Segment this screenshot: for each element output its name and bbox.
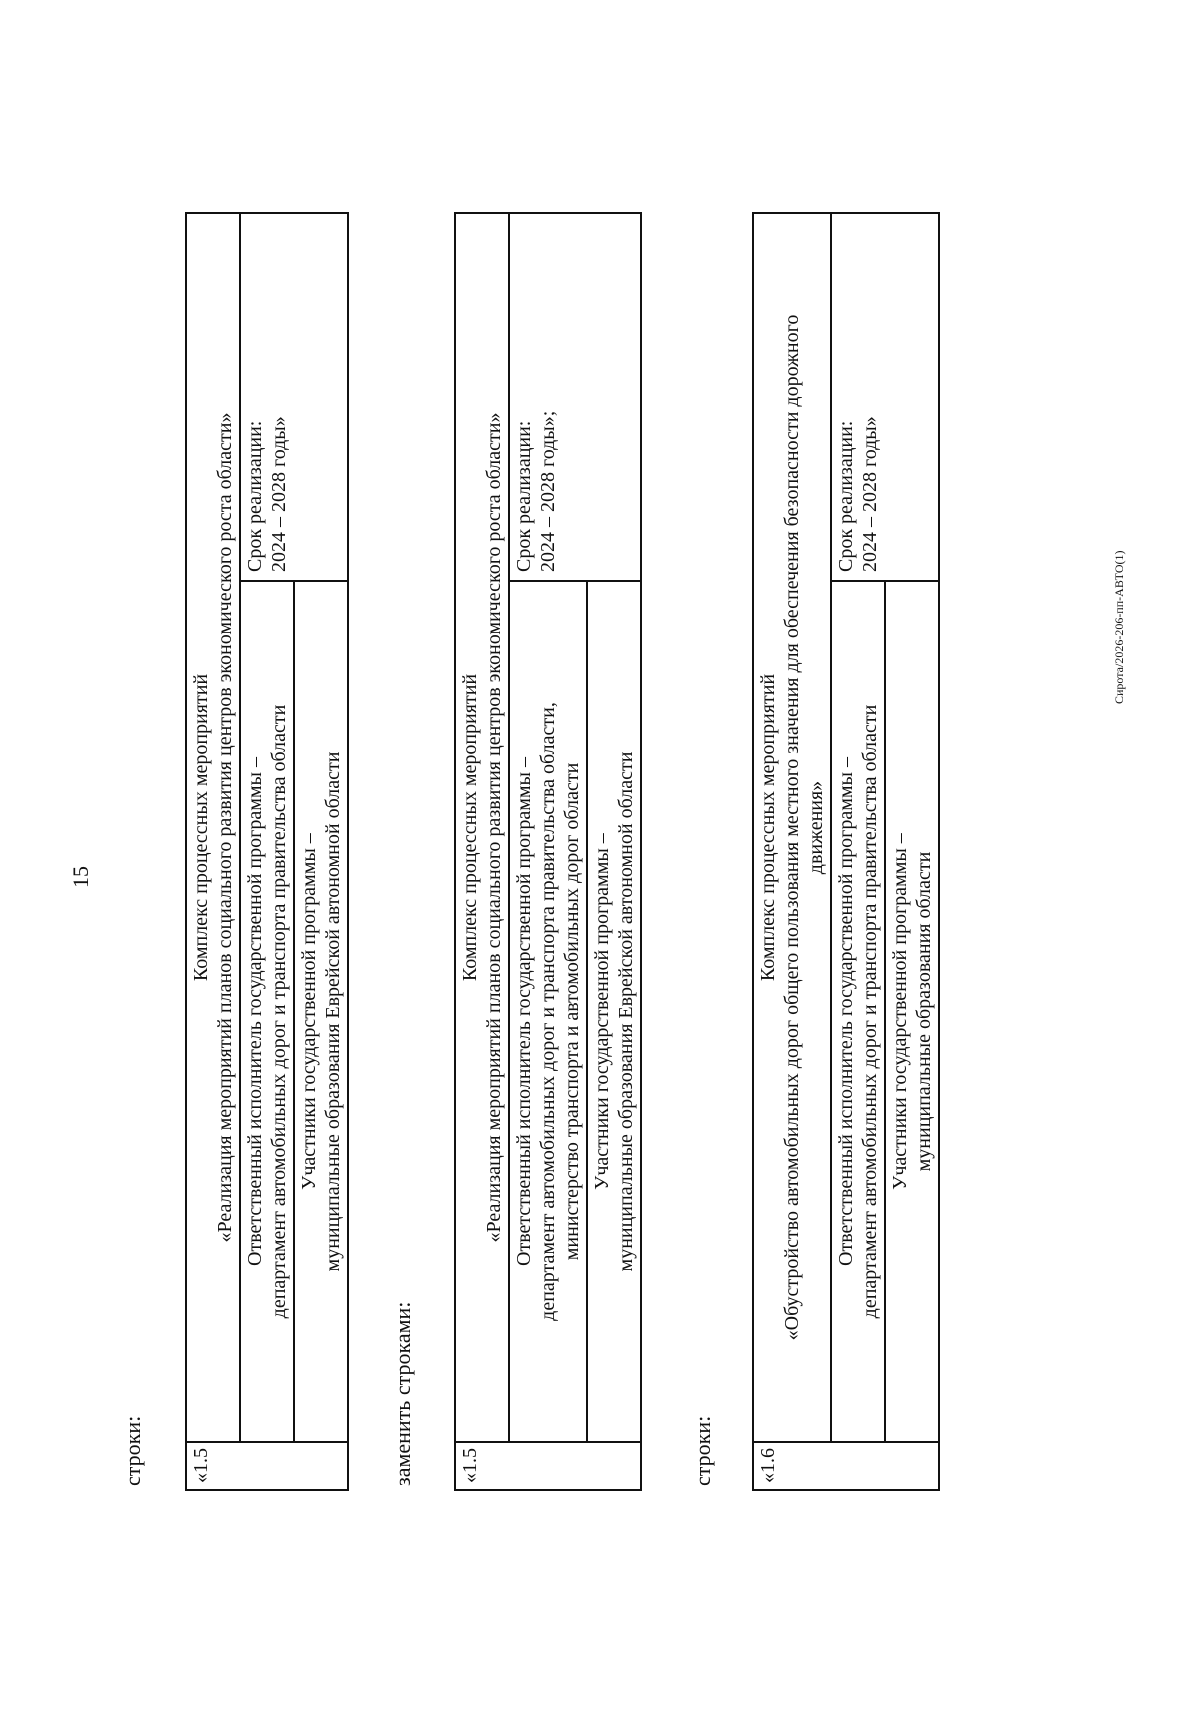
responsible-value-2: министерство транспорта и автомобильных дорог области	[561, 762, 583, 1261]
participants-label: Участники государственной программы –	[298, 833, 320, 1190]
responsible-value: департамент автомобильных дорог и транспорта правительства области	[268, 704, 290, 1319]
term-label: Срок реализации:	[513, 420, 535, 572]
complex-title: Комплекс процессных мероприятий	[757, 673, 779, 982]
complex-header	[455, 213, 509, 1442]
participants-cell	[587, 581, 641, 1442]
page-number: 15	[68, 866, 93, 888]
complex-name: «Реализация мероприятий планов социального развития центров экономического роста области»	[214, 412, 236, 1243]
table-old-1-5	[185, 212, 349, 1491]
table-row	[831, 213, 885, 1490]
participants-label: Участники государственной программы –	[889, 833, 911, 1190]
term-value: 2024 – 2028 годы»	[268, 416, 290, 572]
term-cell	[831, 213, 939, 581]
responsible-value: департамент автомобильных дорог и транспорта правительства области	[859, 704, 881, 1319]
responsible-cell	[831, 581, 885, 1442]
table-old-1-6	[752, 212, 940, 1491]
complex-title: Комплекс процессных мероприятий	[459, 673, 481, 982]
label-rows-1: строки:	[120, 1415, 145, 1486]
row-number: «1.6	[753, 1442, 939, 1490]
participants-value: муниципальные образования Еврейской автономной области	[615, 751, 637, 1272]
complex-name: «Обустройство автомобильных дорог общего пользования местного значения для обеспечения безопасности дорожного	[781, 314, 803, 1341]
participants-value: муниципальные образования Еврейской автономной области	[322, 751, 344, 1272]
responsible-label: Ответственный исполнитель государственной программы –	[513, 757, 535, 1266]
participants-cell	[294, 581, 348, 1442]
table-row	[455, 213, 509, 1490]
responsible-cell	[509, 581, 587, 1442]
participants-cell	[885, 581, 939, 1442]
term-value: 2024 – 2028 годы»;	[537, 410, 559, 572]
participants-value: муниципальные образования области	[913, 851, 935, 1172]
complex-header	[186, 213, 240, 1442]
term-cell	[240, 213, 348, 581]
term-cell	[509, 213, 641, 581]
table-row	[753, 213, 831, 1490]
table-new-1-5	[454, 212, 642, 1491]
complex-name-cont: движения»	[805, 780, 827, 875]
term-label: Срок реализации:	[835, 420, 857, 572]
table-row	[186, 213, 240, 1490]
responsible-cell	[240, 581, 294, 1442]
term-value: 2024 – 2028 годы»	[859, 416, 881, 572]
label-replace: заменить строками:	[390, 1301, 415, 1486]
participants-label: Участники государственной программы –	[591, 833, 613, 1190]
footer-code: Сирота/2026-206-пп-АВТО(1)	[1112, 550, 1126, 704]
table-row	[240, 213, 294, 1490]
label-rows-2: строки:	[690, 1415, 715, 1486]
row-number: «1.5	[186, 1442, 348, 1490]
complex-name: «Реализация мероприятий планов социального развития центров экономического роста области»	[483, 412, 505, 1243]
term-label: Срок реализации:	[244, 420, 266, 572]
responsible-label: Ответственный исполнитель государственной программы –	[835, 757, 857, 1266]
complex-title: Комплекс процессных мероприятий	[190, 673, 212, 982]
table-row	[509, 213, 587, 1490]
responsible-value: департамент автомобильных дорог и транспорта правительства области,	[537, 702, 559, 1321]
row-number: «1.5	[455, 1442, 641, 1490]
complex-header	[753, 213, 831, 1442]
responsible-label: Ответственный исполнитель государственной программы –	[244, 757, 266, 1266]
